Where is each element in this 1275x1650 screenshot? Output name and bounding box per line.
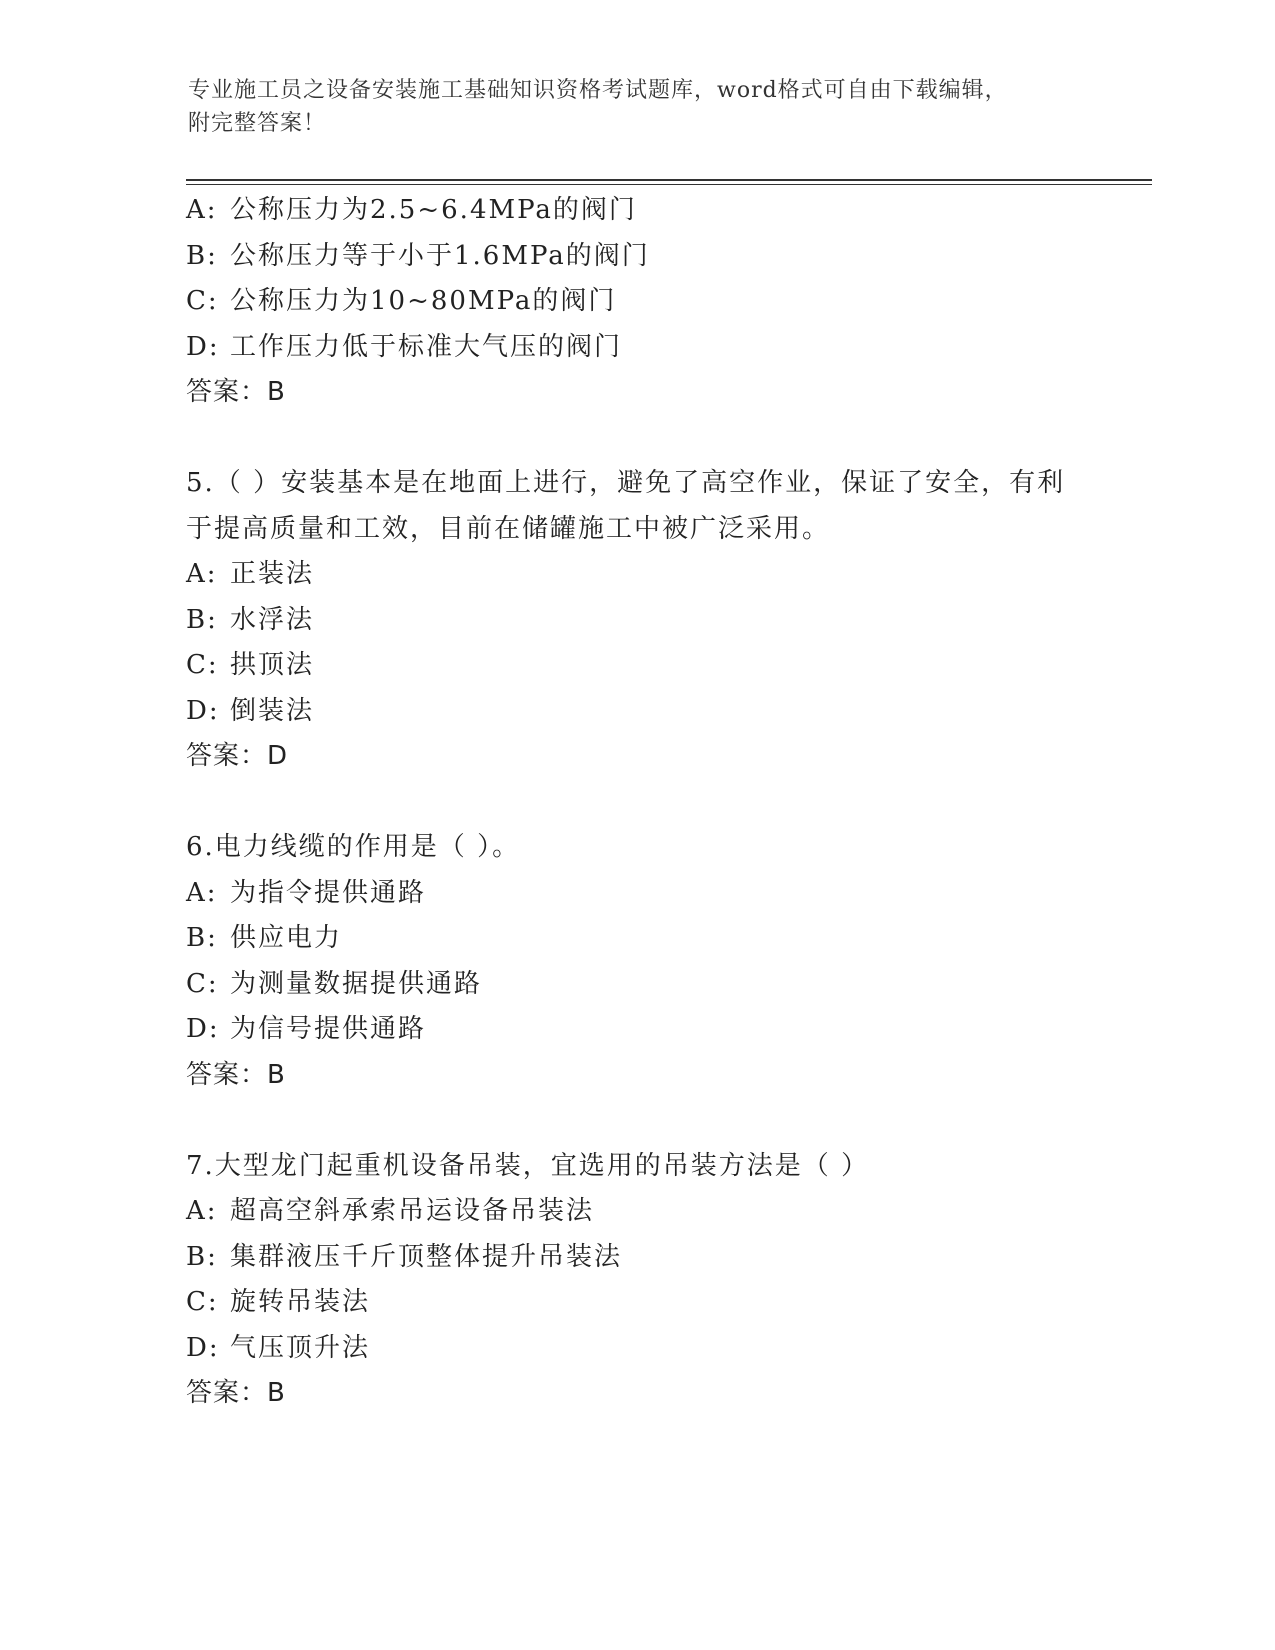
option-b	[186, 598, 1106, 644]
option-b	[186, 234, 1106, 280]
option-label: C:	[186, 1287, 219, 1317]
option-label: A:	[186, 195, 218, 225]
question-5	[186, 461, 1106, 780]
option-a	[186, 871, 1106, 917]
option-label: B:	[186, 240, 218, 271]
option-label: C:	[186, 968, 219, 999]
option-label: A:	[186, 1196, 218, 1226]
answer-line: 答案：B	[186, 1378, 286, 1408]
option-label: B:	[186, 604, 218, 635]
option-text: 工作压力低于标准大气压的阀门	[230, 331, 623, 362]
option-d	[186, 1007, 1106, 1053]
option-b	[186, 916, 1106, 962]
answer-line: 答案：D	[186, 741, 289, 771]
header-rule-thin	[186, 184, 1152, 185]
option-d	[186, 325, 1106, 371]
option-c	[186, 279, 1106, 325]
question-stem: 5.（ ）安装基本是在地面上进行，避免了高空作业，保证了安全，有利于提高质量和工效，目前在储罐施工中被广泛采用。	[186, 468, 1066, 544]
option-label: D:	[186, 695, 220, 726]
header-line-1: 专业施工员之设备安装施工基础知识资格考试题库，word格式可自由下载编辑，	[188, 78, 1008, 103]
option-c	[186, 962, 1106, 1008]
option-a	[186, 188, 1106, 234]
option-d	[186, 689, 1106, 735]
option-text: 正装法	[230, 559, 315, 589]
option-label: B:	[186, 923, 218, 953]
option-text: 公称压力等于小于1.6MPa的阀门	[230, 240, 650, 271]
answer-line: 答案：B	[186, 1059, 286, 1090]
option-label: A:	[186, 877, 218, 908]
option-text: 为测量数据提供通路	[230, 968, 483, 999]
option-label: B:	[186, 1241, 218, 1272]
option-text: 为指令提供通路	[230, 877, 427, 908]
question-7	[186, 1144, 1106, 1417]
option-c	[186, 643, 1106, 689]
option-text: 气压顶升法	[230, 1332, 371, 1363]
header-rule-thick	[186, 179, 1152, 181]
question-6	[186, 825, 1106, 1098]
option-text: 旋转吊装法	[230, 1287, 371, 1317]
option-text: 水浮法	[230, 604, 315, 635]
option-label: A:	[186, 559, 218, 589]
option-d	[186, 1326, 1106, 1372]
option-text: 拱顶法	[230, 650, 315, 680]
option-label: C:	[186, 286, 219, 316]
option-text: 公称压力为10~80MPa的阀门	[230, 286, 617, 316]
option-label: D:	[186, 1014, 220, 1044]
spacer	[186, 416, 1106, 462]
option-a	[186, 1189, 1106, 1235]
option-text: 超高空斜承索吊运设备吊装法	[230, 1196, 595, 1226]
question-stem: 7.大型龙门起重机设备吊装，宜选用的吊装方法是（ ）	[186, 1150, 870, 1181]
option-b	[186, 1235, 1106, 1281]
option-text: 公称压力为2.5~6.4MPa的阀门	[230, 195, 637, 225]
option-text: 倒装法	[230, 695, 315, 726]
question-4	[186, 188, 1106, 416]
option-text: 为信号提供通路	[230, 1014, 427, 1044]
option-text: 供应电力	[230, 923, 343, 953]
question-list	[186, 188, 1106, 1417]
option-label: C:	[186, 650, 219, 680]
document-header	[188, 74, 1088, 140]
spacer	[186, 1098, 1106, 1144]
option-text: 集群液压千斤顶整体提升吊装法	[230, 1241, 623, 1272]
option-a	[186, 552, 1106, 598]
option-c	[186, 1280, 1106, 1326]
question-stem: 6.电力线缆的作用是（ ）。	[186, 832, 521, 862]
header-line-2: 附完整答案！	[188, 111, 327, 136]
spacer	[186, 780, 1106, 826]
option-label: D:	[186, 331, 220, 362]
option-label: D:	[186, 1332, 220, 1363]
answer-line: 答案：B	[186, 377, 286, 407]
